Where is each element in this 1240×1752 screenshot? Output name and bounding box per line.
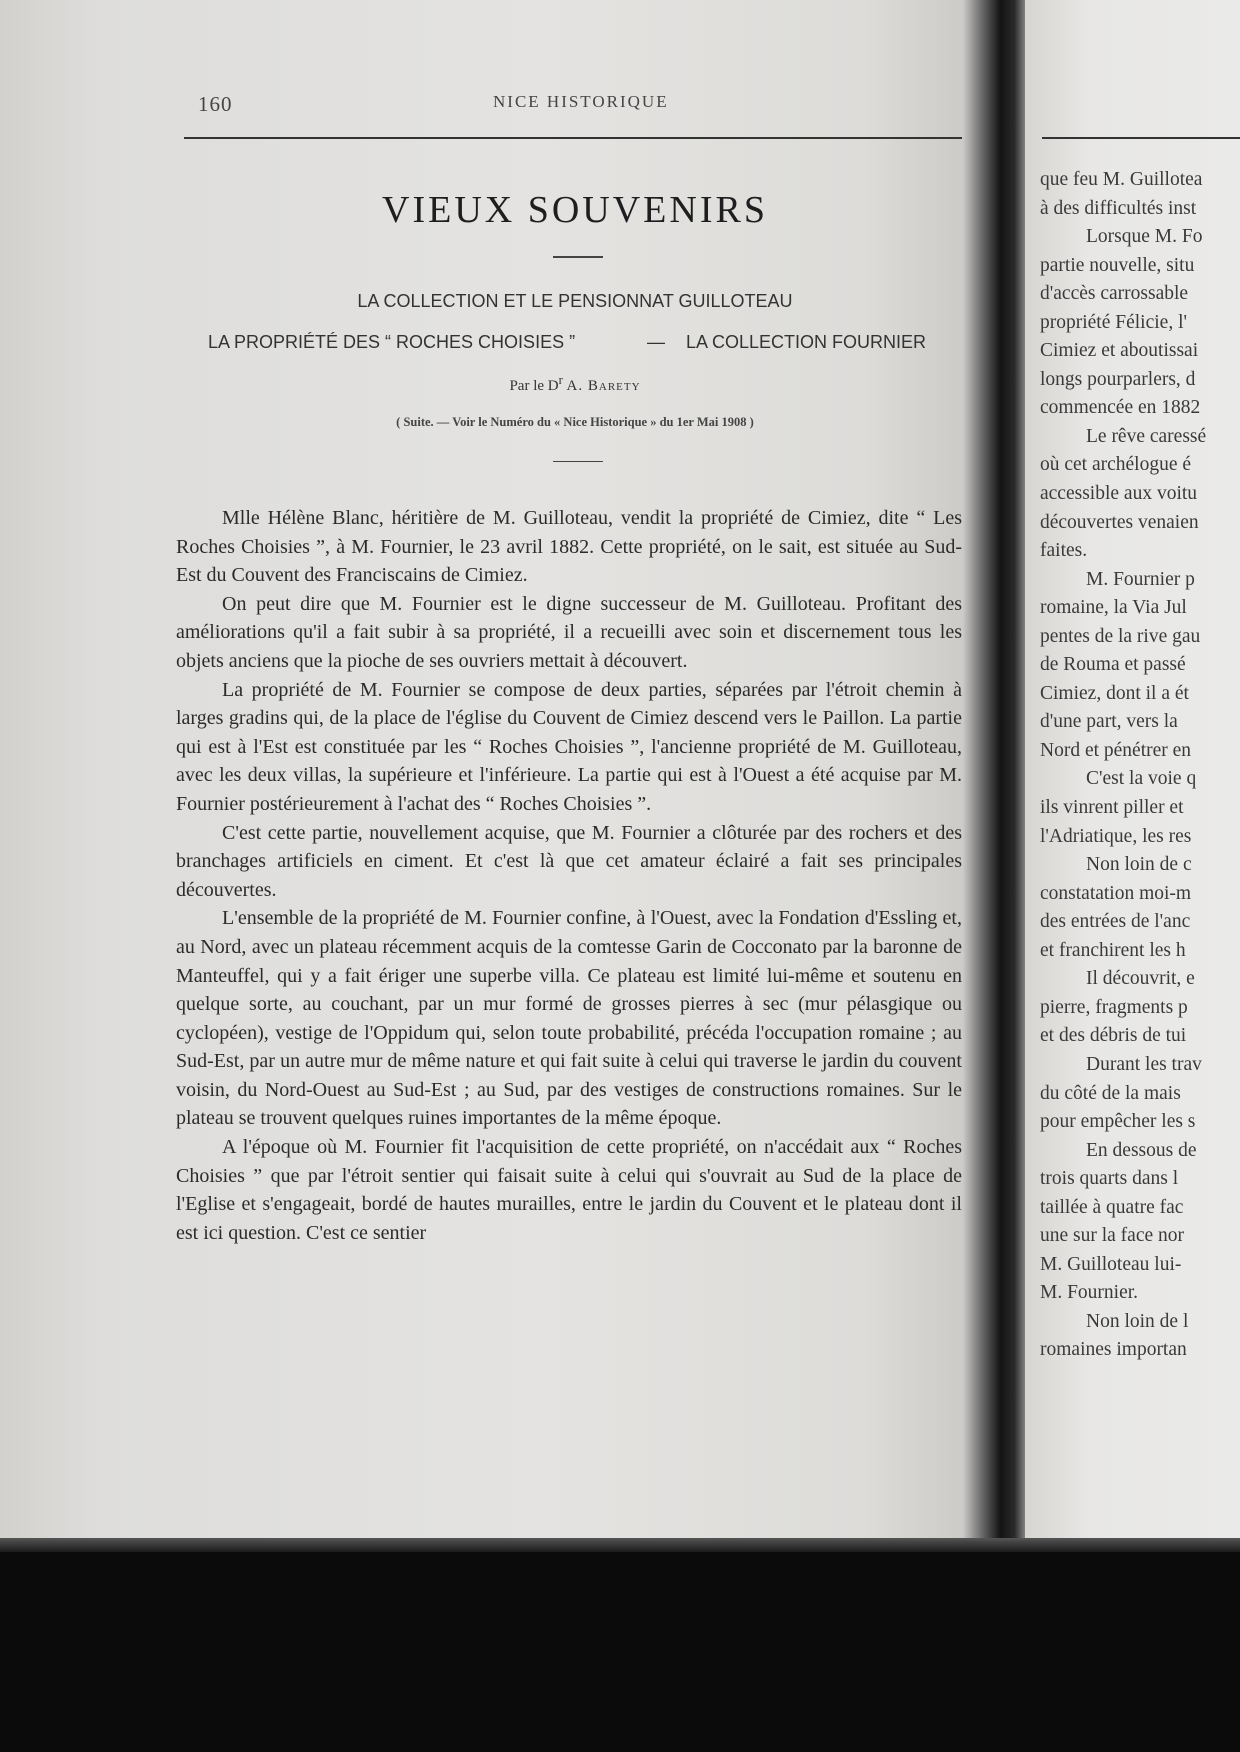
right-page-line: romaines importan [1040,1339,1187,1361]
right-page-line: Non loin de c [1086,854,1192,876]
article-title: VIEUX SOUVENIRS [382,189,768,231]
subtitle-property: LA PROPRIÉTÉ DES “ ROCHES CHOISIES ” [208,332,576,352]
paragraph: Mlle Hélène Blanc, héritière de M. Guilloteau, vendit la propriété de Cimiez, dite “ Les Roches Choisies ”, à M. Fournier, le 23 avril 1882. Cette propriété, on le sait, est située au Sud-Est du Couvent des Franciscains de Cimiez. [176,507,962,587]
right-page-line: de Rouma et passé [1040,654,1186,676]
right-page-line: En dessous de [1086,1139,1197,1161]
subtitle-fournier: LA COLLECTION FOURNIER [686,332,927,352]
right-page-line: Le rêve caressé [1086,425,1207,447]
right-page-line: M. Fournier p [1086,568,1195,590]
right-page-line: d'accès carrossable [1040,283,1189,305]
right-page-line: l'Adriatique, les res [1040,825,1192,847]
title-divider [553,256,603,258]
page-bottom-edge [0,1538,1240,1552]
right-page-line: Non loin de l [1086,1310,1189,1332]
paragraph: La propriété de M. Fournier se compose de deux parties, séparées par l'étroit chemin à larges gradins qui, de la place de l'église du Couvent de Cimiez descend vers le Paillon. La partie qui est à l'Est est constituée par les “ Roches Choisies ”, l'ancienne propriété de M. Guilloteau, avec les deux villas, la supérieure et l'inférieure. La partie qui est à l'Ouest a été acquise par M. Fournier postérieurement à l'achat des “ Roches Choisies ”. [176,678,962,815]
right-page-line: Cimiez, dont il a ét [1040,682,1189,704]
right-page-line: M. Fournier. [1040,1282,1139,1304]
right-page-line: et franchirent les h [1040,939,1186,961]
header-rule [184,137,966,139]
right-page-line: que feu M. Guillotea [1040,169,1203,190]
right-page-line: Nord et pénétrer en [1040,739,1192,761]
scan-bottom-border [0,1538,1240,1752]
byline-prefix: Par le D [509,378,559,394]
right-page-line: Cimiez et aboutissai [1040,340,1199,362]
right-page-line: trois quarts dans l [1040,1168,1179,1190]
right-page-line: M. Guilloteau lui- [1040,1253,1182,1275]
right-page-line: où cet archélogue é [1040,454,1192,476]
right-page [1025,0,1240,1538]
right-page-line: Lorsque M. Fo [1086,226,1203,248]
book-gutter-shadow [962,0,1032,1538]
right-page-line: Il découvrit, e [1086,968,1195,990]
right-page-line: pour empêcher les s [1040,1111,1196,1133]
right-page-line: pentes de la rive gau [1040,625,1201,647]
right-page-text [1040,166,1240,1365]
article-body [176,504,962,1247]
right-page-line: longs pourparlers, d [1040,368,1196,390]
right-page-line: taillée à quatre fac [1040,1196,1184,1218]
right-page-line: romaine, la Via Jul [1040,597,1187,619]
right-page-line: commencée en 1882 [1040,397,1201,419]
right-page-line: faites. [1040,540,1088,562]
paragraph: A l'époque où M. Fournier fit l'acquisition de cette propriété, on n'accédait aux “ Roches Choisies ” que par l'étroit sentier qui faisait suite à celui qui s'ouvrait au Sud de la place de l'Eglise et s'engageait, bordé de hautes murailles, entre le jardin du Couvent et le plateau dont il est ici question. C'est ce sentier [176,1136,962,1244]
paragraph: C'est cette partie, nouvellement acquise, que M. Fournier a clôturée par des rochers et des branchages artificiels en ciment. Et c'est là que cet amateur éclairé a fait ses principales découvertes. [176,821,962,901]
right-page-line: accessible aux voitu [1040,483,1198,505]
right-page-line: Durant les trav [1086,1053,1202,1075]
subtitle-dash: — [647,332,665,352]
right-page-line: partie nouvelle, situ [1040,254,1195,276]
right-page-line: des entrées de l'anc [1040,911,1191,933]
right-page-line: pierre, fragments p [1040,996,1188,1018]
running-header-title: NICE HISTORIQUE [493,92,669,111]
right-header-rule [1042,137,1240,139]
right-page-line: d'une part, vers la [1040,711,1178,733]
right-page-line: constatation moi-m [1040,882,1192,904]
right-page-line: ils vinrent piller et [1040,797,1184,819]
continuation-note: ( Suite. — Voir le Numéro du « Nice Historique » du 1er Mai 1908 ) [396,415,754,429]
right-page-line: une sur la face nor [1040,1225,1185,1247]
paragraph: On peut dire que M. Fournier est le digne successeur de M. Guilloteau. Profitant des améliorations qu'il a fait subir à sa propriété, il a recueilli avec soin et discernement tous les objets anciens que la pioche de ses ouvriers mettait à découvert. [176,592,962,672]
right-page-line: du côté de la mais [1040,1082,1181,1104]
right-page-line: découvertes venaien [1040,511,1199,533]
subtitle-collection: LA COLLECTION ET LE PENSIONNAT GUILLOTEAU [357,291,793,311]
byline-superscript: r [558,373,563,387]
right-page-line: et des débris de tui [1040,1025,1187,1047]
page-number: 160 [198,92,233,116]
right-page-line: à des difficultés inst [1040,197,1197,219]
byline-author: A. Barety [566,378,641,394]
paragraph: L'ensemble de la propriété de M. Fournier confine, à l'Ouest, avec la Fondation d'Essling et, au Nord, avec un plateau récemment acquis de la comtesse Garin de Cocconato par la baronne de Manteuffel, qui y a fait ériger une superbe villa. Ce plateau est limité lui-même et soutenu en quelque sorte, au couchant, par un mur formé de grosses pierres à sec (mur pélasgique ou cyclopéen), vestige de l'Oppidum qui, selon toute probabilité, précéda l'occupation romaine ; au Sud-Est, par un autre mur de même nature et qui fait suite à celui qui traverse le jardin du couvent voisin, du Nord-Ouest au Sud-Est ; au Sud, par des vestiges de constructions romaines. Sur le plateau se trouvent quelques ruines importantes de la même époque. [176,907,962,1130]
byline [184,373,966,395]
right-page-line: C'est la voie q [1086,768,1197,790]
section-divider [553,461,603,462]
right-page-line: propriété Félicie, l' [1040,311,1188,333]
